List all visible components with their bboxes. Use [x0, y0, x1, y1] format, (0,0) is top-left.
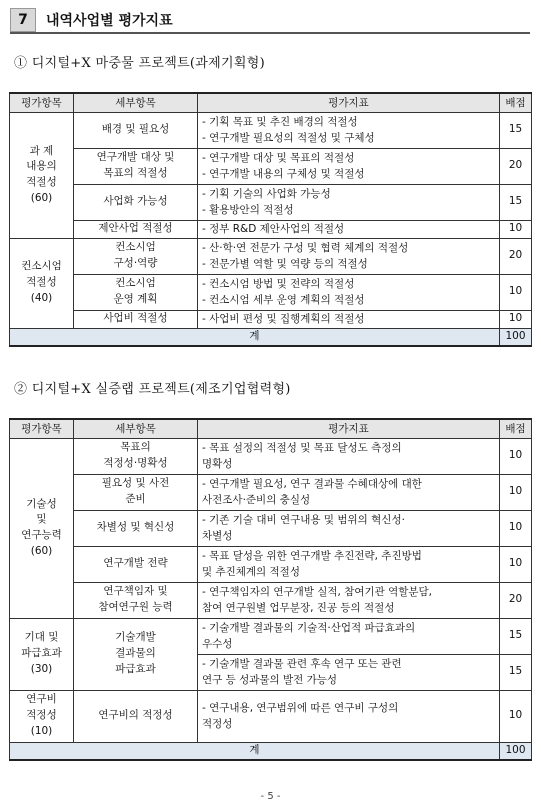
- indicator-cell: - 기술개발 결과물의 기술적·산업적 파급효과의 우수성: [198, 618, 500, 654]
- indicator-cell: - 기획 목표 및 추진 배경의 적절성 - 연구개발 필요성의 적절성 및 구체성: [198, 112, 500, 148]
- sub-item-cell: 연구책임자 및 참여연구원 능력: [74, 582, 198, 618]
- indicator-cell: - 컨소시엄 방법 및 전략의 적절성 - 컨소시엄 세부 운영 계획의 적절성: [198, 274, 500, 310]
- table-row: [10, 184, 532, 220]
- score-cell: 10: [500, 274, 532, 310]
- table-header-row: [10, 93, 532, 112]
- table-row: [10, 220, 532, 238]
- sub-item-cell: 목표의 적정성·명확성: [74, 438, 198, 474]
- header-sub-item: 세부항목: [74, 93, 198, 112]
- header-category: 평가항목: [10, 93, 74, 112]
- sub-item-cell: 차별성 및 혁신성: [74, 510, 198, 546]
- category-cell: 과 제 내용의 적절성 (60): [10, 112, 74, 238]
- section-header: [10, 8, 530, 34]
- sub-item-cell: 사업비 적절성: [74, 310, 198, 328]
- total-label: 계: [10, 742, 500, 760]
- score-cell: 15: [500, 618, 532, 654]
- sub-item-cell: 필요성 및 사전 준비: [74, 474, 198, 510]
- category-cell: 컨소시엄 적절성 (40): [10, 238, 74, 328]
- table-header-row: [10, 419, 532, 438]
- sub-item-cell: 연구개발 전략: [74, 546, 198, 582]
- sub-item-cell: 컨소시엄 구성·역량: [74, 238, 198, 274]
- score-cell: 10: [500, 510, 532, 546]
- total-row: [10, 328, 532, 346]
- table-row: [10, 618, 532, 654]
- score-cell: 15: [500, 654, 532, 690]
- category-cell: 기대 및 파급효과 (30): [10, 618, 74, 690]
- header-score: 배점: [500, 419, 532, 438]
- indicator-cell: - 연구책임자의 연구개발 실적, 참여기관 역할분담, 참여 연구원별 업무분장, 진공 등의 적절성: [198, 582, 500, 618]
- indicator-cell: - 기술개발 결과물 관련 후속 연구 또는 관련 연구 등 성과물의 발전 가능성: [198, 654, 500, 690]
- header-category: 평가항목: [10, 419, 74, 438]
- score-cell: 20: [500, 148, 532, 184]
- score-cell: 10: [500, 220, 532, 238]
- indicator-cell: - 사업비 편성 및 집행계획의 적절성: [198, 310, 500, 328]
- sub-item-cell: 연구개발 대상 및 목표의 적절성: [74, 148, 198, 184]
- table-row: [10, 474, 532, 510]
- category-cell: 연구비 적정성 (10): [10, 690, 74, 742]
- table-row: [10, 510, 532, 546]
- indicator-cell: - 산·학·연 전문가 구성 및 협력 체계의 적절성 - 전문가별 역할 및 역량 등의 적절성: [198, 238, 500, 274]
- table-row: [10, 148, 532, 184]
- score-cell: 15: [500, 112, 532, 148]
- score-cell: 10: [500, 474, 532, 510]
- indicator-cell: - 기존 기술 대비 연구내용 및 범위의 혁신성· 차별성: [198, 510, 500, 546]
- score-cell: 10: [500, 690, 532, 742]
- indicator-cell: - 연구내용, 연구범위에 따른 연구비 구성의 적정성: [198, 690, 500, 742]
- total-row: [10, 742, 532, 760]
- page-number: - 5 -: [260, 791, 281, 802]
- table2-title: ② 디지털+X 실증랩 프로젝트(제조기업협력형): [14, 382, 291, 397]
- evaluation-table-1: [9, 92, 532, 347]
- sub-item-cell: 사업화 가능성: [74, 184, 198, 220]
- score-cell: 10: [500, 438, 532, 474]
- sub-item-cell: 기술개발 결과물의 파급효과: [74, 618, 198, 690]
- table-row: [10, 582, 532, 618]
- sub-item-cell: 배경 및 필요성: [74, 112, 198, 148]
- sub-item-cell: 연구비의 적정성: [74, 690, 198, 742]
- total-score: 100: [500, 742, 532, 760]
- sub-item-cell: 제안사업 적절성: [74, 220, 198, 238]
- score-cell: 20: [500, 238, 532, 274]
- table-row: [10, 310, 532, 328]
- score-cell: 15: [500, 184, 532, 220]
- indicator-cell: - 목표 설정의 적절성 및 목표 달성도 측정의 명확성: [198, 438, 500, 474]
- table-row: [10, 238, 532, 274]
- table-row: [10, 690, 532, 742]
- indicator-cell: - 정부 R&D 제안사업의 적절성: [198, 220, 500, 238]
- table-row: [10, 112, 532, 148]
- table-row: [10, 546, 532, 582]
- table-row: [10, 274, 532, 310]
- indicator-cell: - 연구개발 대상 및 목표의 적절성 - 연구개발 내용의 구체성 및 적절성: [198, 148, 500, 184]
- evaluation-table-2: [9, 418, 532, 761]
- indicator-cell: - 연구개발 필요성, 연구 결과물 수혜대상에 대한 사전조사·준비의 충실성: [198, 474, 500, 510]
- indicator-cell: - 기획 기술의 사업화 가능성 - 활용방안의 적절성: [198, 184, 500, 220]
- table-row: [10, 438, 532, 474]
- category-cell: 기술성 및 연구능력 (60): [10, 438, 74, 618]
- score-cell: 10: [500, 310, 532, 328]
- sub-item-cell: 컨소시엄 운영 계획: [74, 274, 198, 310]
- header-score: 배점: [500, 93, 532, 112]
- header-indicator: 평가지표: [198, 93, 500, 112]
- section-number: 7: [10, 8, 36, 32]
- section-title: 내역사업별 평가지표: [46, 13, 173, 29]
- header-sub-item: 세부항목: [74, 419, 198, 438]
- table1-title: ① 디지털+X 마중물 프로젝트(과제기획형): [14, 56, 265, 71]
- indicator-cell: - 목표 달성을 위한 연구개발 추진전략, 추진방법 및 추진체계의 적절성: [198, 546, 500, 582]
- total-score: 100: [500, 328, 532, 346]
- header-indicator: 평가지표: [198, 419, 500, 438]
- total-label: 계: [10, 328, 500, 346]
- score-cell: 20: [500, 582, 532, 618]
- score-cell: 10: [500, 546, 532, 582]
